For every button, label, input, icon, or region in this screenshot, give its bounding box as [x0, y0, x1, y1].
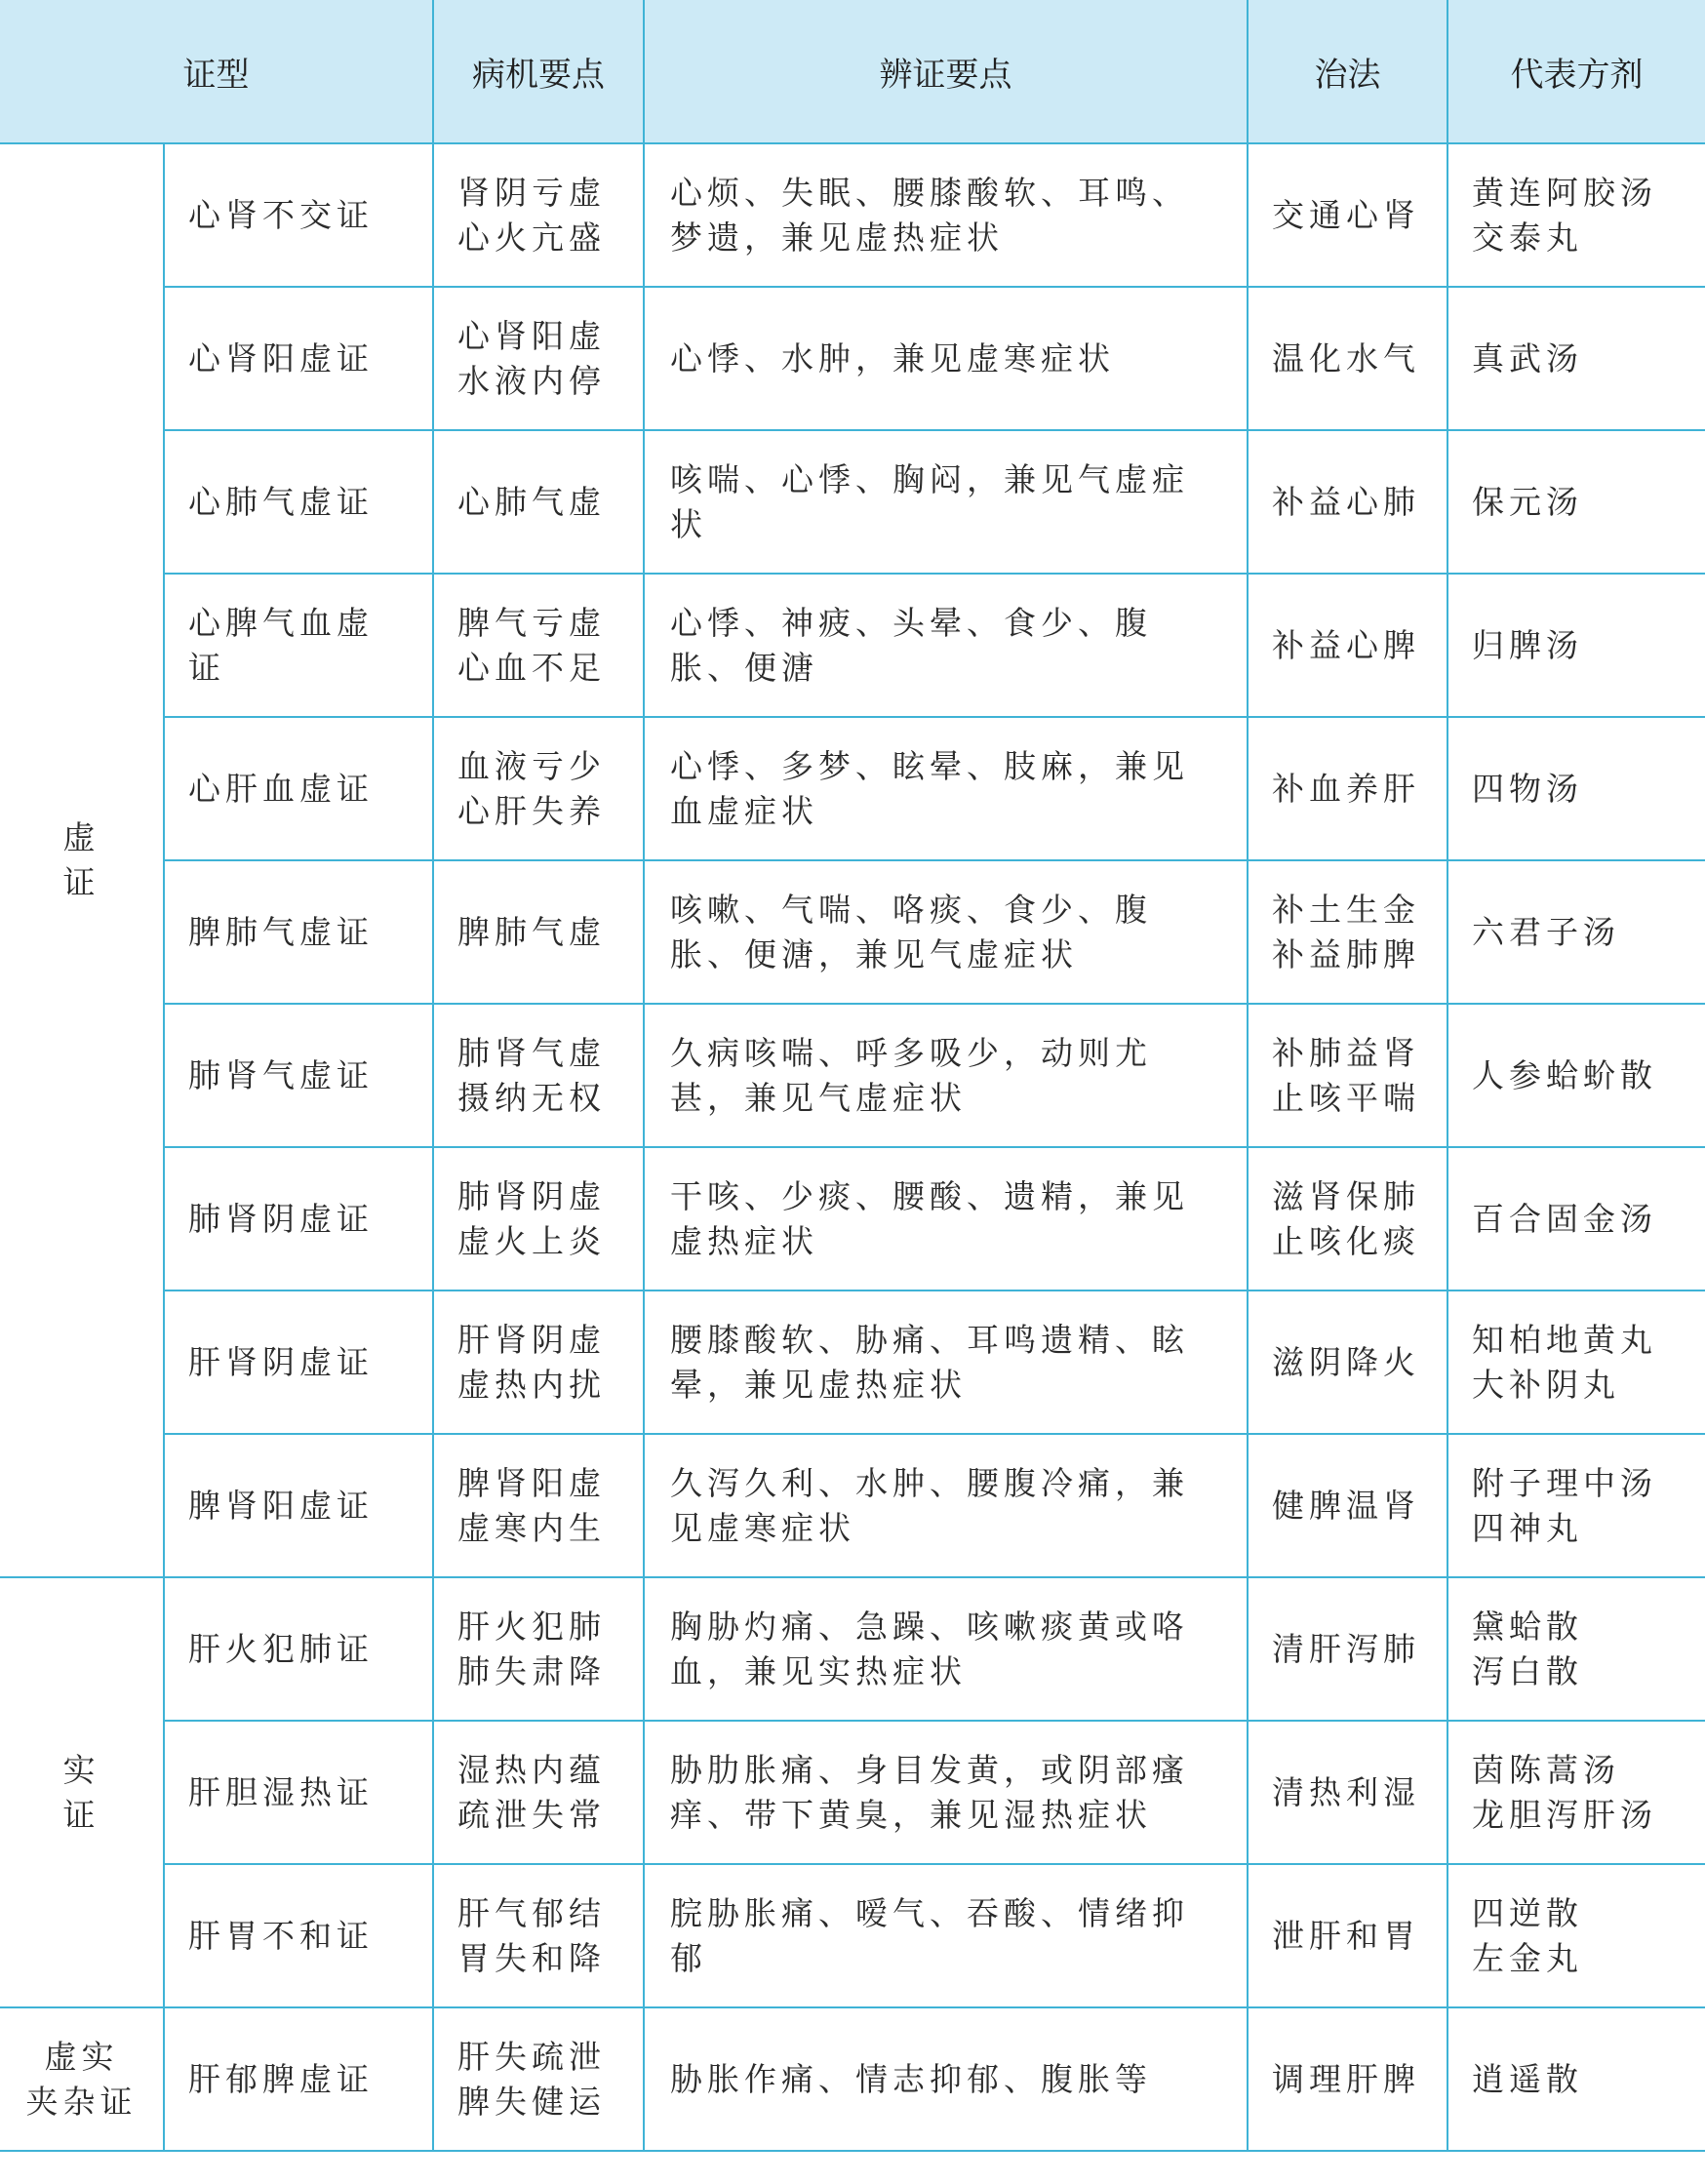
formula-cell: 四物汤 [1447, 717, 1705, 860]
formula-cell: 黛蛤散 泻白散 [1447, 1577, 1705, 1721]
table-row [0, 1291, 1705, 1434]
pathogenesis-cell: 肝失疏泄 脾失健运 [433, 2007, 644, 2151]
table-row [0, 1721, 1705, 1864]
pathogenesis-cell: 心肾阳虚 水液内停 [433, 287, 644, 430]
header-treatment: 治法 [1248, 0, 1447, 143]
pathogenesis-cell: 肾阴亏虚 心火亢盛 [433, 143, 644, 287]
table-row [0, 2007, 1705, 2151]
differentiation-cell: 心悸、水肿，兼见虚寒症状 [644, 287, 1248, 430]
formula-cell: 附子理中汤 四神丸 [1447, 1434, 1705, 1577]
differentiation-cell: 脘胁胀痛、嗳气、吞酸、情绪抑郁 [644, 1864, 1248, 2007]
pathogenesis-cell: 血液亏少 心肝失养 [433, 717, 644, 860]
differentiation-cell: 胁肋胀痛、身目发黄，或阴部瘙痒、带下黄臭，兼见湿热症状 [644, 1721, 1248, 1864]
treatment-cell: 清肝泻肺 [1248, 1577, 1447, 1721]
table-row [0, 1864, 1705, 2007]
syndrome-name-cell: 肝胃不和证 [164, 1864, 433, 2007]
differentiation-cell: 久病咳喘、呼多吸少，动则尤甚，兼见气虚症状 [644, 1004, 1248, 1147]
syndrome-name-cell: 心脾气血虚证 [164, 574, 433, 717]
differentiation-cell: 胁胀作痛、情志抑郁、腹胀等 [644, 2007, 1248, 2151]
table-row [0, 1004, 1705, 1147]
treatment-cell: 补益心脾 [1248, 574, 1447, 717]
differentiation-cell: 久泻久利、水肿、腰腹冷痛，兼见虚寒症状 [644, 1434, 1248, 1577]
syndrome-name-cell: 心肺气虚证 [164, 430, 433, 574]
table-row [0, 1434, 1705, 1577]
syndrome-name-cell: 心肾阳虚证 [164, 287, 433, 430]
treatment-cell: 交通心肾 [1248, 143, 1447, 287]
pathogenesis-cell: 肝气郁结 胃失和降 [433, 1864, 644, 2007]
differentiation-cell: 咳嗽、气喘、咯痰、食少、腹胀、便溏，兼见气虚症状 [644, 860, 1248, 1004]
syndrome-name-cell: 心肾不交证 [164, 143, 433, 287]
group-label-cell: 实 证 [0, 1577, 164, 2007]
pathogenesis-cell: 肝火犯肺 肺失肃降 [433, 1577, 644, 1721]
pathogenesis-cell: 肺肾阴虚 虚火上炎 [433, 1147, 644, 1291]
treatment-cell: 泄肝和胃 [1248, 1864, 1447, 2007]
treatment-cell: 补肺益肾 止咳平喘 [1248, 1004, 1447, 1147]
syndrome-name-cell: 肝胆湿热证 [164, 1721, 433, 1864]
pathogenesis-cell: 肺肾气虚 摄纳无权 [433, 1004, 644, 1147]
differentiation-cell: 腰膝酸软、胁痛、耳鸣遗精、眩晕，兼见虚热症状 [644, 1291, 1248, 1434]
pathogenesis-cell: 脾肾阳虚 虚寒内生 [433, 1434, 644, 1577]
header-syndrome-type: 证型 [0, 0, 433, 143]
treatment-cell: 滋阴降火 [1248, 1291, 1447, 1434]
treatment-cell: 清热利湿 [1248, 1721, 1447, 1864]
formula-cell: 真武汤 [1447, 287, 1705, 430]
group-label-cell: 虚实 夹杂证 [0, 2007, 164, 2151]
pathogenesis-cell: 肝肾阴虚 虚热内扰 [433, 1291, 644, 1434]
syndrome-name-cell: 脾肾阳虚证 [164, 1434, 433, 1577]
differentiation-cell: 心烦、失眠、腰膝酸软、耳鸣、梦遗，兼见虚热症状 [644, 143, 1248, 287]
table-row [0, 430, 1705, 574]
treatment-cell: 补益心肺 [1248, 430, 1447, 574]
treatment-cell: 调理肝脾 [1248, 2007, 1447, 2151]
formula-cell: 茵陈蒿汤 龙胆泻肝汤 [1447, 1721, 1705, 1864]
pathogenesis-cell: 湿热内蕴 疏泄失常 [433, 1721, 644, 1864]
pathogenesis-cell: 脾肺气虚 [433, 860, 644, 1004]
treatment-cell: 温化水气 [1248, 287, 1447, 430]
table-row [0, 574, 1705, 717]
table-body [0, 143, 1705, 2151]
differentiation-cell: 咳喘、心悸、胸闷，兼见气虚症状 [644, 430, 1248, 574]
group-label-cell: 虚 证 [0, 143, 164, 1577]
treatment-cell: 补土生金 补益肺脾 [1248, 860, 1447, 1004]
differentiation-cell: 心悸、多梦、眩晕、肢麻，兼见血虚症状 [644, 717, 1248, 860]
table-row [0, 1577, 1705, 1721]
syndrome-name-cell: 肺肾气虚证 [164, 1004, 433, 1147]
table-row [0, 143, 1705, 287]
table-row [0, 860, 1705, 1004]
formula-cell: 知柏地黄丸 大补阴丸 [1447, 1291, 1705, 1434]
header-formula: 代表方剂 [1447, 0, 1705, 143]
header-row [0, 0, 1705, 143]
formula-cell: 人参蛤蚧散 [1447, 1004, 1705, 1147]
differentiation-cell: 心悸、神疲、头晕、食少、腹胀、便溏 [644, 574, 1248, 717]
formula-cell: 四逆散 左金丸 [1447, 1864, 1705, 2007]
formula-cell: 六君子汤 [1447, 860, 1705, 1004]
syndrome-name-cell: 肺肾阴虚证 [164, 1147, 433, 1291]
differentiation-cell: 干咳、少痰、腰酸、遗精，兼见虚热症状 [644, 1147, 1248, 1291]
table-row [0, 287, 1705, 430]
pathogenesis-cell: 心肺气虚 [433, 430, 644, 574]
syndrome-name-cell: 脾肺气虚证 [164, 860, 433, 1004]
differentiation-cell: 胸胁灼痛、急躁、咳嗽痰黄或咯血，兼见实热症状 [644, 1577, 1248, 1721]
table-header [0, 0, 1705, 143]
table-row [0, 1147, 1705, 1291]
syndrome-name-cell: 肝肾阴虚证 [164, 1291, 433, 1434]
treatment-cell: 补血养肝 [1248, 717, 1447, 860]
treatment-cell: 滋肾保肺 止咳化痰 [1248, 1147, 1447, 1291]
formula-cell: 保元汤 [1447, 430, 1705, 574]
header-pathogenesis: 病机要点 [433, 0, 644, 143]
header-differentiation: 辨证要点 [644, 0, 1248, 143]
syndrome-name-cell: 肝火犯肺证 [164, 1577, 433, 1721]
formula-cell: 逍遥散 [1447, 2007, 1705, 2151]
formula-cell: 百合固金汤 [1447, 1147, 1705, 1291]
syndrome-name-cell: 肝郁脾虚证 [164, 2007, 433, 2151]
pathogenesis-cell: 脾气亏虚 心血不足 [433, 574, 644, 717]
formula-cell: 黄连阿胶汤 交泰丸 [1447, 143, 1705, 287]
treatment-cell: 健脾温肾 [1248, 1434, 1447, 1577]
syndrome-name-cell: 心肝血虚证 [164, 717, 433, 860]
table-row [0, 717, 1705, 860]
formula-cell: 归脾汤 [1447, 574, 1705, 717]
